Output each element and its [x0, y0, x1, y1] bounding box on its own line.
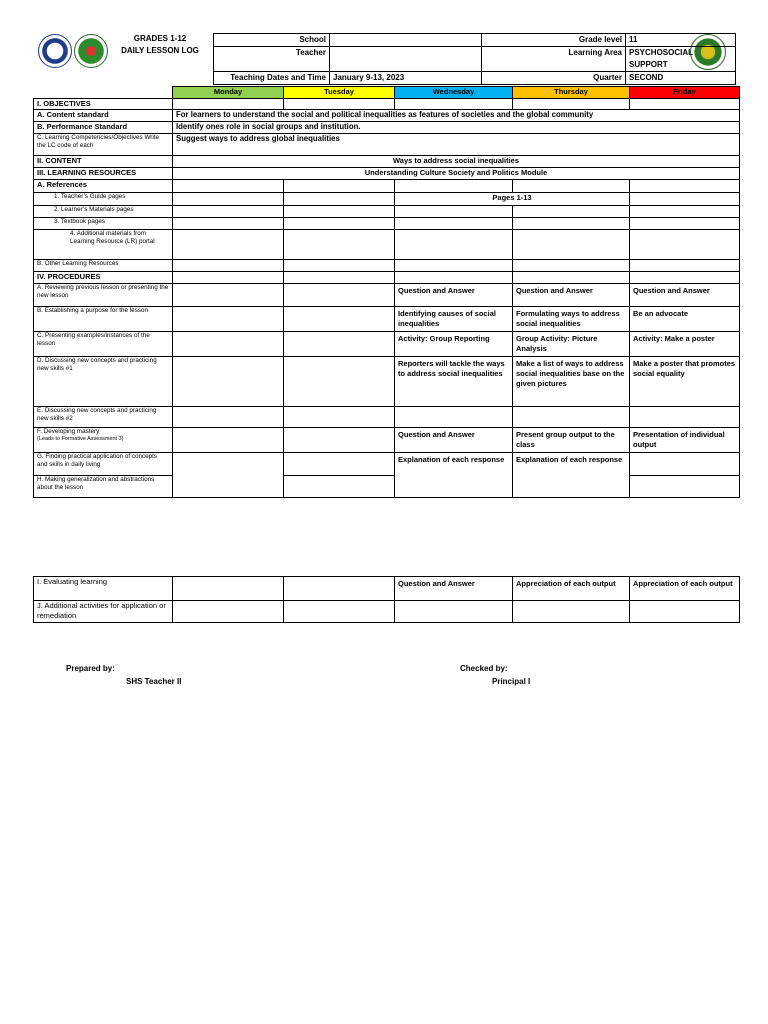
procedure-b-friday: Be an advocate [630, 307, 740, 332]
procedure-f-wednesday: Question and Answer [395, 428, 513, 453]
procedure-f-label [34, 428, 173, 453]
procedure-d-thursday: Make a list of ways to address social inequalities base on the given pictures [513, 357, 630, 407]
procedure-h-label: H. Making generalization and abstractions about the lesson [34, 476, 173, 498]
procedure-i-label: I. Evaluating learning [34, 577, 173, 601]
procedure-a-friday: Question and Answer [630, 284, 740, 307]
procedure-d-friday: Make a poster that promotes social equality [630, 357, 740, 407]
content-value: Ways to address social inequalities [173, 156, 740, 168]
procedure-g-wednesday: Explanation of each response [395, 453, 513, 498]
teaching-dates-value: January 9-13, 2023 [330, 72, 482, 85]
school-label: School [214, 34, 330, 47]
procedure-d-label: D. Discussing new concepts and practicing new skills #1 [34, 357, 173, 407]
learning-area-label: Learning Area [482, 47, 626, 72]
procedure-f-thursday: Present group output to the class [513, 428, 630, 453]
procedure-a-wednesday: Question and Answer [395, 284, 513, 307]
teaching-dates-label: Teaching Dates and Time [214, 72, 330, 85]
procedure-f-title: F. Developing mastery [37, 428, 100, 435]
school-value [330, 34, 482, 47]
prepared-by-title: SHS Teacher II [126, 677, 182, 686]
checked-by-title: Principal I [492, 677, 531, 686]
day-header-wednesday: Wednesday [395, 87, 513, 99]
day-header-monday: Monday [173, 87, 284, 99]
performance-standard-label: B. Performance Standard [34, 122, 173, 134]
header-info-table [213, 33, 736, 85]
procedure-b-thursday: Formulating ways to address social inequalities [513, 307, 630, 332]
performance-standard-value: Identify ones role in social groups and institution. [173, 122, 740, 134]
learners-materials-label: 2. Learner’s Materials pages [34, 206, 173, 218]
procedure-a-thursday: Question and Answer [513, 284, 630, 307]
content-heading: II. CONTENT [34, 156, 173, 168]
day-header-friday: Friday [630, 87, 740, 99]
objectives-heading: I. OBJECTIVES [34, 99, 173, 110]
procedure-i-wednesday: Question and Answer [395, 577, 513, 601]
procedure-g-label: G. Finding practical application of concepts and skills in daily living [34, 453, 173, 476]
quarter-label: Quarter [482, 72, 626, 85]
content-standard-label: A. Content standard [34, 110, 173, 122]
deped-seal-logo [38, 34, 72, 68]
references-heading: A. References [34, 180, 173, 193]
teacher-value [330, 47, 482, 72]
procedures-heading: IV. PROCEDURES [34, 272, 173, 284]
procedure-f-friday: Presentation of individual output [630, 428, 740, 453]
procedure-b-wednesday: Identifying causes of social inequalities [395, 307, 513, 332]
lesson-log-table [33, 86, 740, 498]
procedure-b-label: B. Establishing a purpose for the lesson [34, 307, 173, 332]
procedure-c-friday: Activity: Make a poster [630, 332, 740, 357]
competency-label: C. Learning Competencies/Objectives Write the LC code of each [34, 134, 173, 156]
additional-materials-text: 4. Additional materials from Learning Resource (LR) portal [70, 230, 155, 245]
procedure-c-thursday: Group Activity: Picture Analysis [513, 332, 630, 357]
procedure-c-wednesday: Activity: Group Reporting [395, 332, 513, 357]
prepared-by-label: Prepared by: [66, 664, 115, 673]
day-header-thursday: Thursday [513, 87, 630, 99]
teacher-label: Teacher [214, 47, 330, 72]
day-header-tuesday: Tuesday [284, 87, 395, 99]
teachers-guide-label: 1. Teacher’s Guide pages [34, 193, 173, 206]
division-seal-logo [74, 34, 108, 68]
other-resources-label: B. Other Learning Resources [34, 260, 173, 272]
procedure-f-subtitle: (Leads to Formative Assessment 3) [37, 436, 124, 442]
teachers-guide-value: Pages 1-13 [395, 193, 630, 206]
textbook-pages-label: 3. Textbook pages [34, 218, 173, 230]
procedure-a-label: A. Reviewing previous lesson or presenting the new lesson [34, 284, 173, 307]
log-title [110, 33, 210, 57]
grade-level-value: 11 [626, 34, 736, 47]
additional-materials-label [34, 230, 173, 260]
learning-area-value: PSYCHOSOCIAL SUPPORT [626, 47, 736, 72]
procedure-d-wednesday: Reporters will tackle the ways to address social inequalities [395, 357, 513, 407]
content-standard-value: For learners to understand the social and political inequalities as features of societies and the global community [173, 110, 740, 122]
procedure-i-friday: Appreciation of each output [630, 577, 740, 601]
quarter-value: SECOND [626, 72, 736, 85]
log-title-dll: DAILY LESSON LOG [121, 46, 199, 55]
procedure-g-thursday: Explanation of each response [513, 453, 630, 498]
procedure-j-label: J. Additional activities for application or remediation [34, 601, 173, 623]
log-title-grades: GRADES 1-12 [133, 34, 187, 43]
competency-value: Suggest ways to address global inequalities [173, 134, 740, 156]
procedure-i-thursday: Appreciation of each output [513, 577, 630, 601]
procedure-e-label: E. Discussing new concepts and practicing new skills #2 [34, 407, 173, 428]
learning-resources-value: Understanding Culture Society and Politics Module [173, 168, 740, 180]
evaluation-table [33, 576, 740, 623]
learning-resources-heading: III. LEARNING RESOURCES [34, 168, 173, 180]
checked-by-label: Checked by: [460, 664, 508, 673]
procedure-c-label: C. Presenting examples/instances of the lesson [34, 332, 173, 357]
grade-level-label: Grade level [482, 34, 626, 47]
